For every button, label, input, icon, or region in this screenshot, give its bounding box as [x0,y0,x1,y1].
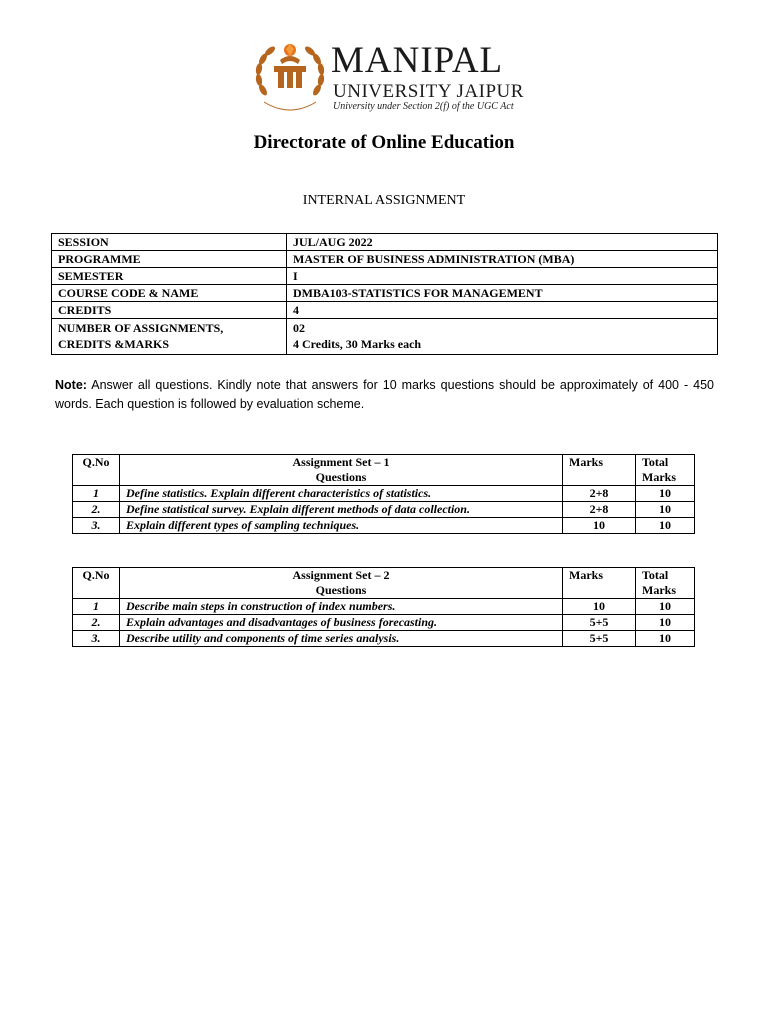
marks-header: Marks [563,568,636,599]
question-text: Define statistical survey. Explain different methods of data collection. [120,502,563,518]
info-label-line1: NUMBER OF ASSIGNMENTS, [58,321,224,335]
questions-header: Questions [315,470,367,484]
marks-header: Marks [563,455,636,486]
question-total: 10 [636,631,695,647]
question-marks: 5+5 [563,615,636,631]
note-text: Answer all questions. Kindly note that answers for 10 marks questions should be approximately of 400 - 450 words. Each question is followed by evaluation scheme. [55,378,714,411]
info-label-line2: CREDITS &MARKS [58,337,170,351]
note-paragraph [55,376,714,414]
table-row [73,599,695,615]
question-text: Explain different types of sampling techniques. [120,518,563,534]
qno-header: Q.No [73,568,120,599]
set-title-header [120,568,563,599]
question-marks: 5+5 [563,631,636,647]
question-number: 1 [73,486,120,502]
table-row [73,518,695,534]
question-marks: 10 [563,518,636,534]
question-number: 3. [73,631,120,647]
question-total: 10 [636,486,695,502]
question-number: 2. [73,615,120,631]
question-marks: 2+8 [563,502,636,518]
qno-header: Q.No [73,455,120,486]
assignment-heading: INTERNAL ASSIGNMENT [302,193,466,208]
assignment-set-1-table [72,454,695,534]
question-number: 3. [73,518,120,534]
info-value: I [287,268,718,285]
info-label: SEMESTER [52,268,287,285]
table-row [73,502,695,518]
total-header-line1: Total [642,455,669,469]
university-logo [250,38,530,116]
total-marks-header [636,568,695,599]
note-label: Note: [55,378,87,392]
question-number: 1 [73,599,120,615]
university-tagline: University under Section 2(f) of the UGC Act [333,101,514,112]
info-value: DMBA103-STATISTICS FOR MANAGEMENT [287,285,718,302]
info-value: MASTER OF BUSINESS ADMINISTRATION (MBA) [287,251,718,268]
table-row [52,319,718,355]
table-row [73,486,695,502]
course-info-table [51,233,718,355]
table-row [52,251,718,268]
table-header-row [73,568,695,599]
info-value [287,319,718,355]
assignment-set-2-table [72,567,695,647]
table-row [73,615,695,631]
info-value-line2: 4 Credits, 30 Marks each [293,337,422,351]
total-header-line2: Marks [642,470,676,484]
info-value: 4 [287,302,718,319]
question-text: Explain advantages and disadvantages of business forecasting. [120,615,563,631]
question-marks: 10 [563,599,636,615]
set-title: Assignment Set – 2 [292,568,390,582]
table-row [52,234,718,251]
question-total: 10 [636,518,695,534]
info-label [52,319,287,355]
table-row [73,631,695,647]
table-row [52,302,718,319]
directorate-heading: Directorate of Online Education [253,132,515,153]
question-marks: 2+8 [563,486,636,502]
question-total: 10 [636,502,695,518]
total-header-line1: Total [642,568,669,582]
table-header-row [73,455,695,486]
info-label: CREDITS [52,302,287,319]
table-row [52,268,718,285]
info-value-line1: 02 [293,321,305,335]
university-campus: UNIVERSITY JAIPUR [333,81,524,102]
table-row [52,285,718,302]
info-label: COURSE CODE & NAME [52,285,287,302]
set-title: Assignment Set – 1 [292,455,390,469]
question-text: Define statistics. Explain different characteristics of statistics. [120,486,563,502]
question-total: 10 [636,599,695,615]
total-marks-header [636,455,695,486]
set-title-header [120,455,563,486]
questions-header: Questions [315,583,367,597]
info-label: SESSION [52,234,287,251]
info-value: JUL/AUG 2022 [287,234,718,251]
total-header-line2: Marks [642,583,676,597]
question-text: Describe main steps in construction of index numbers. [120,599,563,615]
question-number: 2. [73,502,120,518]
university-name: MANIPAL [331,40,504,81]
university-emblem-icon [250,38,330,116]
question-text: Describe utility and components of time series analysis. [120,631,563,647]
info-label: PROGRAMME [52,251,287,268]
question-total: 10 [636,615,695,631]
